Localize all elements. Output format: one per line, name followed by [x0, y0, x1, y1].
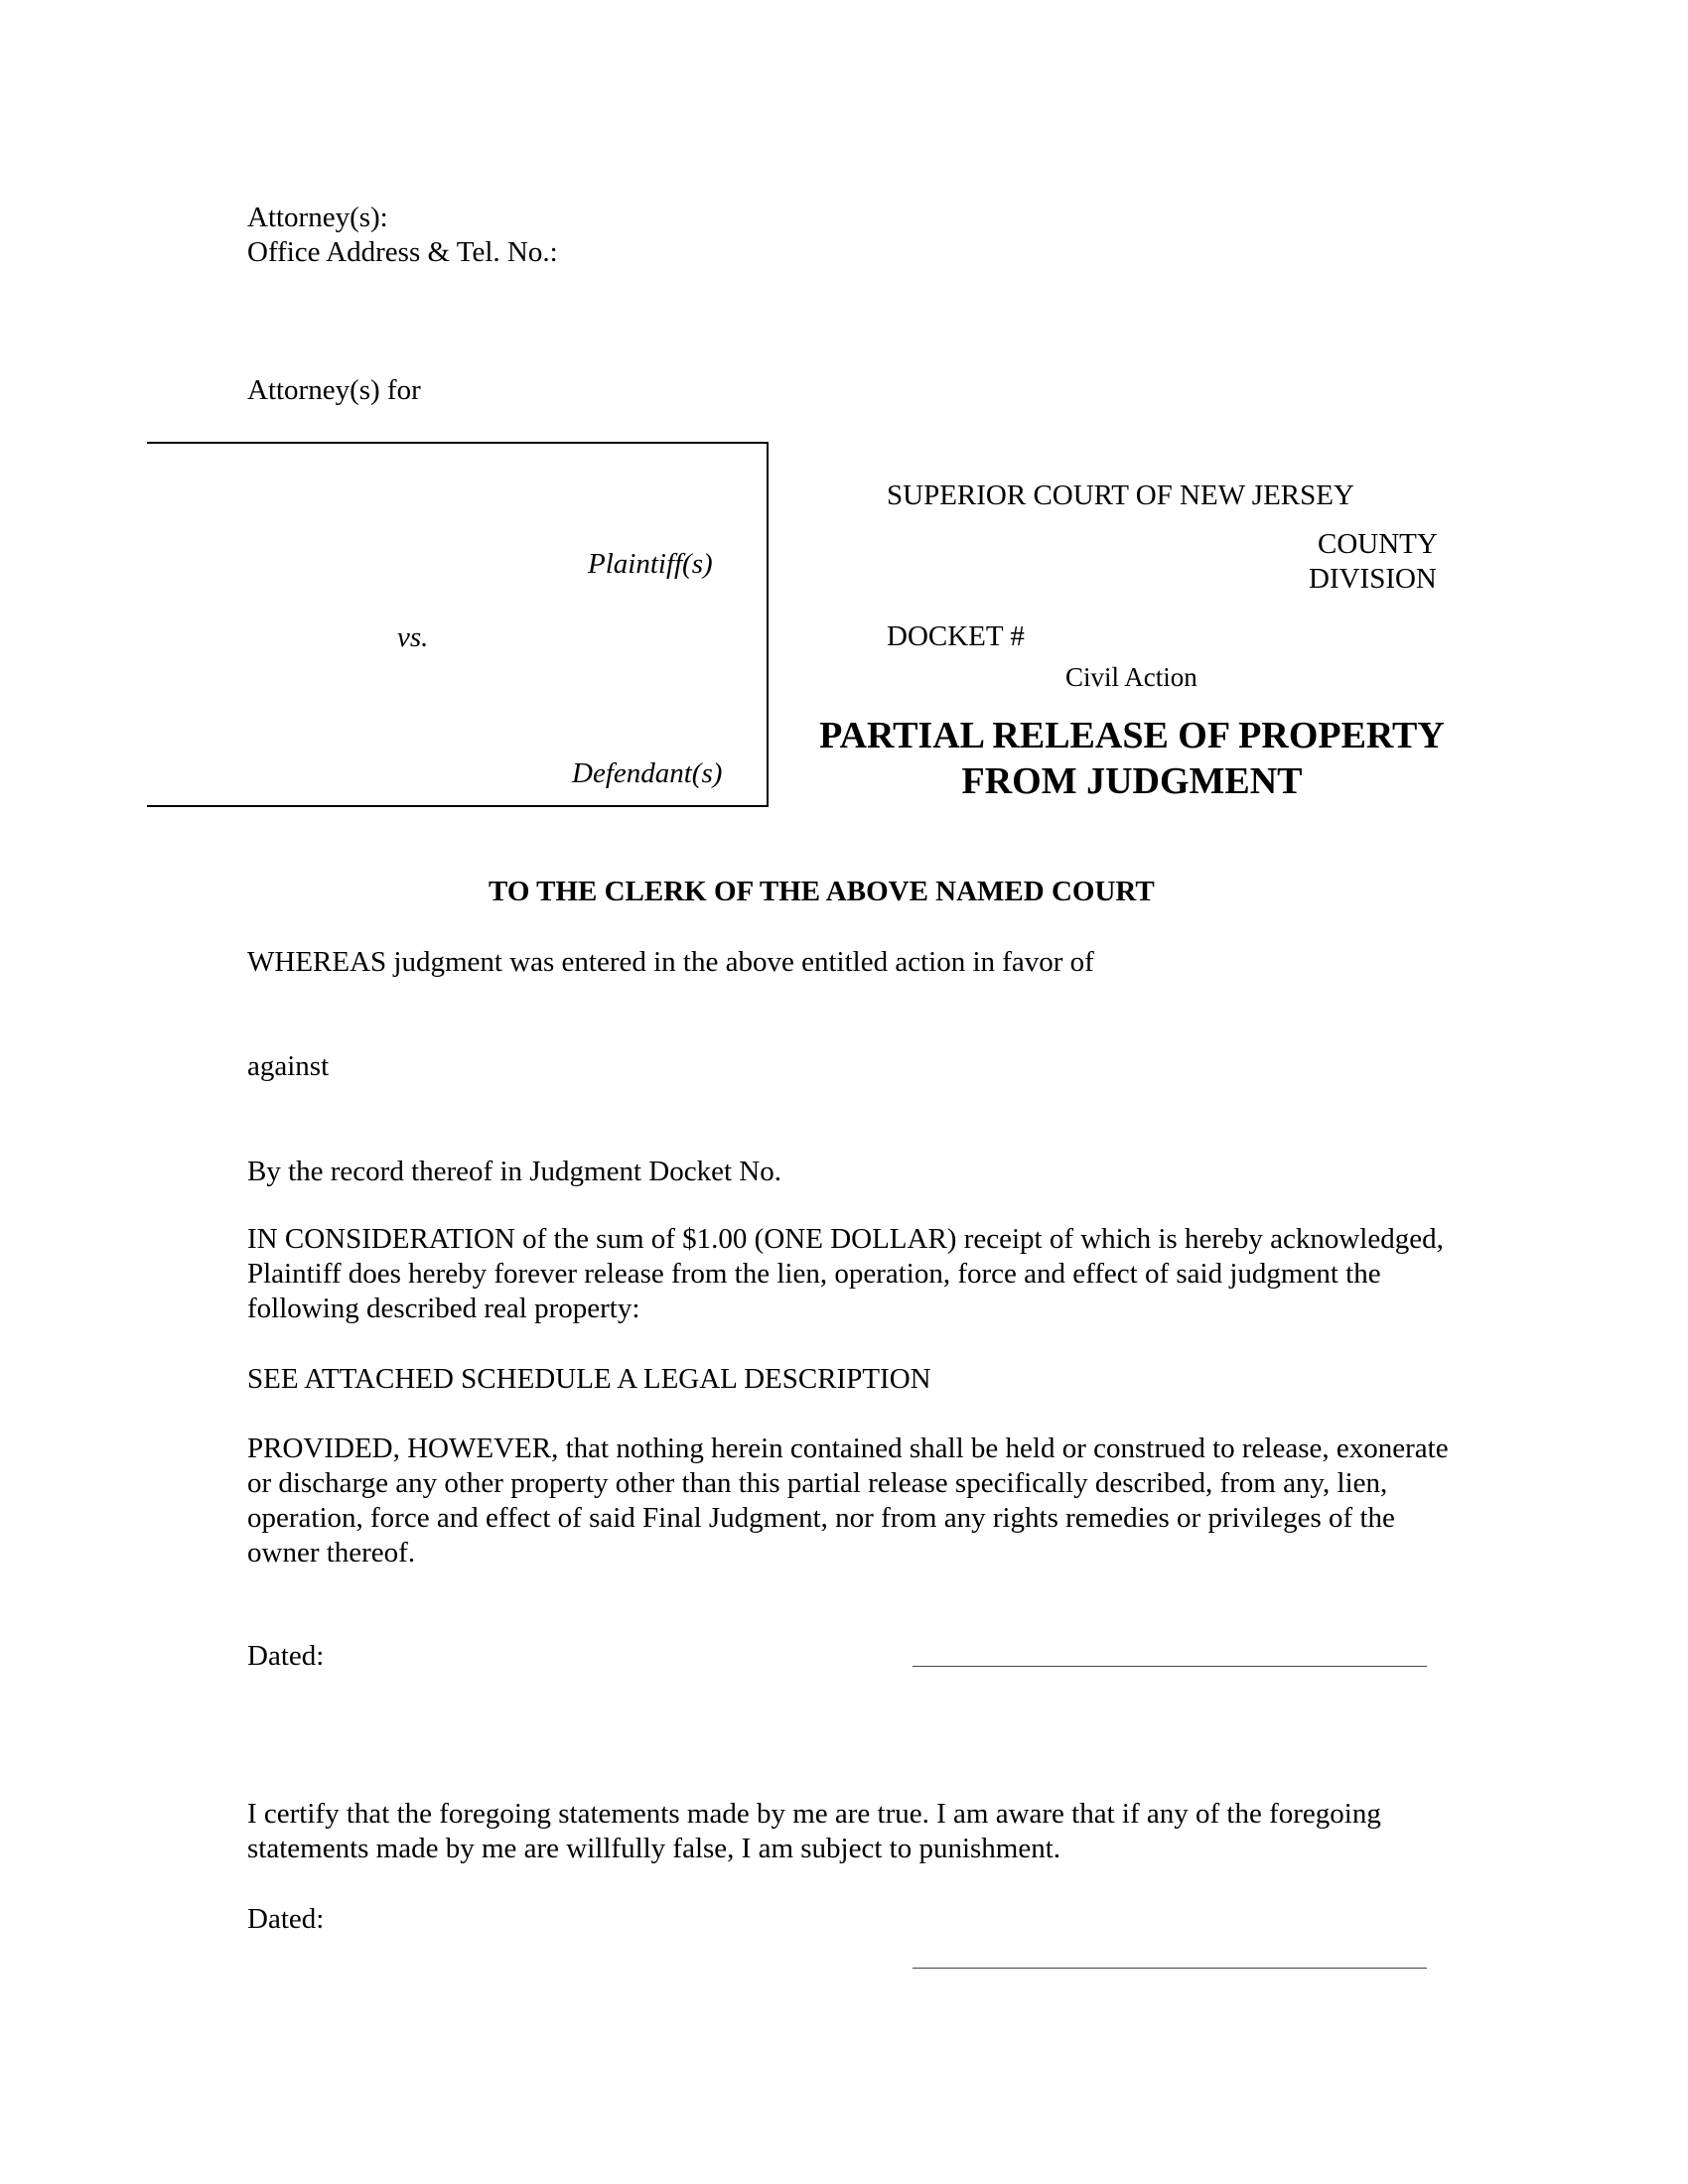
division-label: DIVISION — [1309, 563, 1437, 595]
signature-line-1 — [913, 1666, 1427, 1667]
document-title-line2: FROM JUDGMENT — [961, 760, 1303, 802]
dated-label-1: Dated: — [247, 1640, 325, 1672]
record-text: By the record thereof in Judgment Docket No. — [247, 1156, 781, 1187]
county-label: COUNTY — [1318, 528, 1438, 560]
docket-label: DOCKET # — [887, 620, 1025, 652]
signature-line-2 — [913, 1968, 1427, 1969]
certification-paragraph: I certify that the foregoing statements made by me are true. I am aware that if any of the foregoing statements made by me are willfully false, I am subject to punishment. — [247, 1798, 1381, 1864]
action-type: Civil Action — [1065, 662, 1197, 692]
court-name: SUPERIOR COURT OF NEW JERSEY — [887, 479, 1354, 511]
defendant-label: Defendant(s) — [572, 757, 723, 789]
addressee-heading: TO THE CLERK OF THE ABOVE NAMED COURT — [489, 876, 1155, 907]
consideration-paragraph: IN CONSIDERATION of the sum of $1.00 (ONE DOLLAR) receipt of which is hereby acknowledged, Plaintiff does hereby forever release from the lien, operation, force and effect of said judgment the following described real property: — [247, 1223, 1444, 1324]
office-address-label: Office Address & Tel. No.: — [247, 236, 558, 268]
provided-paragraph: PROVIDED, HOWEVER, that nothing herein contained shall be held or construed to release, exonerate or discharge any other property other than this partial release specifically described, from any, lien, operation, force and effect of said Final Judgment, nor from any rights remedies or privileges of the owner thereof. — [247, 1433, 1449, 1569]
vs-label: vs. — [397, 621, 429, 653]
dated-label-2: Dated: — [247, 1903, 325, 1935]
document-title — [794, 713, 1470, 804]
case-caption-box — [147, 442, 769, 807]
attorneys-label: Attorney(s): — [247, 202, 388, 233]
attorneys-for-label: Attorney(s) for — [247, 374, 421, 406]
plaintiff-label: Plaintiff(s) — [588, 548, 713, 580]
whereas-text: WHEREAS judgment was entered in the above entitled action in favor of — [247, 946, 1094, 978]
document-title-line1: PARTIAL RELEASE OF PROPERTY — [819, 715, 1445, 756]
against-text: against — [247, 1050, 330, 1082]
schedule-text: SEE ATTACHED SCHEDULE A LEGAL DESCRIPTION — [247, 1363, 931, 1395]
